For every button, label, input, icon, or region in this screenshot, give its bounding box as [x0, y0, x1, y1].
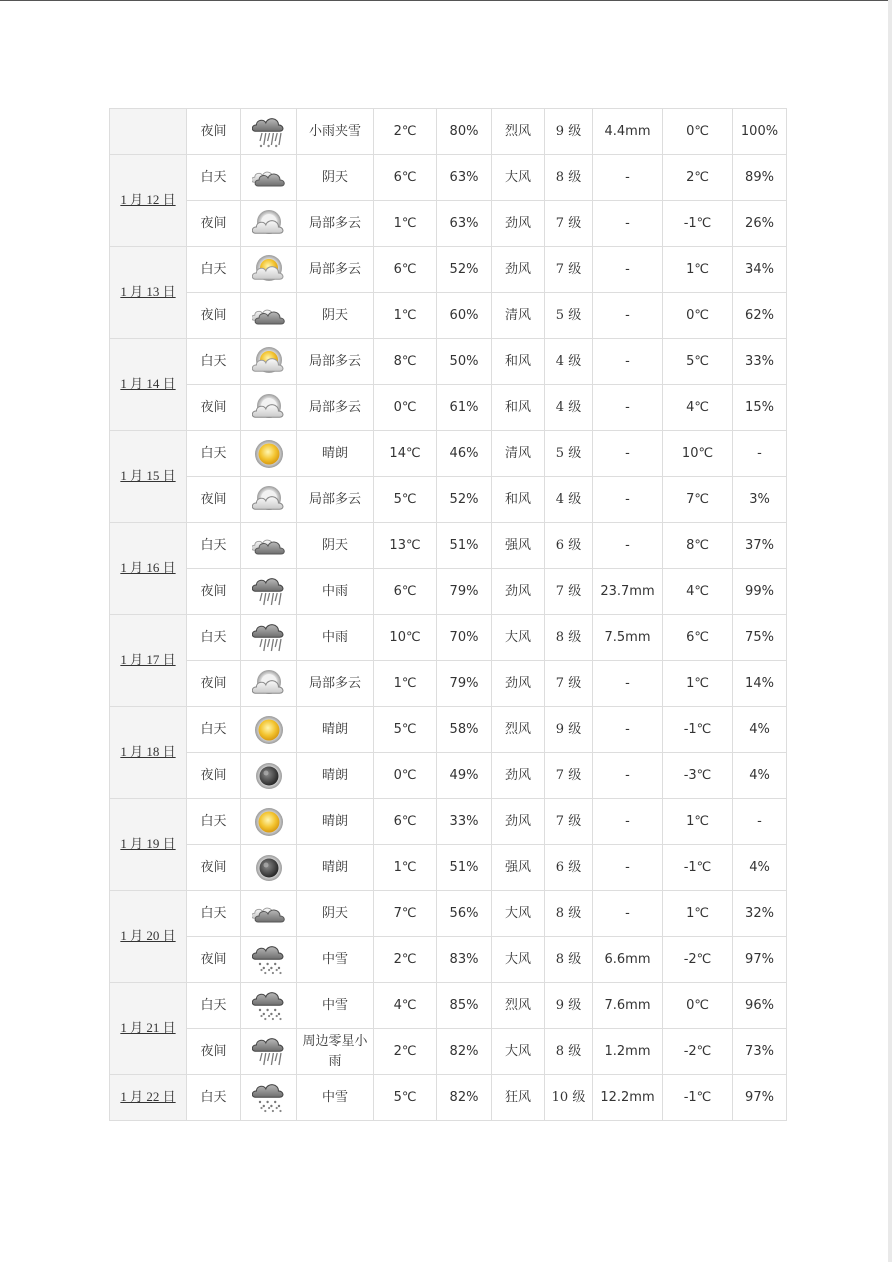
humidity-cell: 46%	[437, 431, 492, 477]
precipitation-cell: -	[593, 339, 663, 385]
wind-level-cell: 7 级	[545, 201, 593, 247]
wind-level-cell: 5 级	[545, 431, 593, 477]
humidity-cell: 58%	[437, 707, 492, 753]
weather-icon-cell	[241, 891, 297, 937]
precipitation-cell: -	[593, 845, 663, 891]
feels-like-cell: -1℃	[663, 201, 733, 247]
humidity-cell: 82%	[437, 1075, 492, 1121]
condition-cell: 局部多云	[297, 385, 374, 431]
temperature-cell: 6℃	[374, 569, 437, 615]
feels-like-cell: 4℃	[663, 569, 733, 615]
wind-level-cell: 4 级	[545, 477, 593, 523]
table-row	[110, 569, 787, 615]
feels-like-cell: -2℃	[663, 937, 733, 983]
precipitation-cell: -	[593, 155, 663, 201]
temperature-cell: 1℃	[374, 661, 437, 707]
feels-like-cell: 6℃	[663, 615, 733, 661]
wind-cell: 强风	[492, 523, 545, 569]
weather-icon-cell	[241, 247, 297, 293]
humidity-cell: 61%	[437, 385, 492, 431]
wind-cell: 和风	[492, 339, 545, 385]
temperature-cell: 1℃	[374, 293, 437, 339]
humidity-cell: 50%	[437, 339, 492, 385]
wind-cell: 大风	[492, 891, 545, 937]
period-cell: 夜间	[187, 937, 241, 983]
date-cell	[110, 247, 187, 339]
wind-level-cell: 10 级	[545, 1075, 593, 1121]
condition-cell: 晴朗	[297, 707, 374, 753]
wind-level-cell: 4 级	[545, 339, 593, 385]
date-link[interactable]: 1 月 15 日	[120, 468, 176, 483]
chance-cell: 32%	[733, 891, 787, 937]
date-cell	[110, 339, 187, 431]
weather-icon-cell	[241, 661, 297, 707]
weather-icon-cell	[241, 845, 297, 891]
wind-level-cell: 8 级	[545, 155, 593, 201]
table-row	[110, 247, 787, 293]
date-cell	[110, 1075, 187, 1121]
condition-cell: 阴天	[297, 293, 374, 339]
weather-icon-cell	[241, 385, 297, 431]
date-link[interactable]: 1 月 20 日	[120, 928, 176, 943]
wind-level-cell: 7 级	[545, 569, 593, 615]
period-cell: 夜间	[187, 201, 241, 247]
chance-cell: 4%	[733, 845, 787, 891]
humidity-cell: 70%	[437, 615, 492, 661]
table-row	[110, 845, 787, 891]
wind-level-cell: 9 级	[545, 983, 593, 1029]
weather-icon-cell	[241, 799, 297, 845]
temperature-cell: 13℃	[374, 523, 437, 569]
wind-level-cell: 8 级	[545, 615, 593, 661]
wind-cell: 大风	[492, 155, 545, 201]
period-cell: 白天	[187, 799, 241, 845]
table-row	[110, 661, 787, 707]
date-link[interactable]: 1 月 18 日	[120, 744, 176, 759]
period-cell: 夜间	[187, 477, 241, 523]
period-cell: 白天	[187, 155, 241, 201]
chance-cell: 96%	[733, 983, 787, 1029]
humidity-cell: 63%	[437, 201, 492, 247]
period-cell: 白天	[187, 431, 241, 477]
humidity-cell: 49%	[437, 753, 492, 799]
date-link[interactable]: 1 月 16 日	[120, 560, 176, 575]
temperature-cell: 5℃	[374, 477, 437, 523]
chance-cell: 26%	[733, 201, 787, 247]
wind-level-cell: 7 级	[545, 799, 593, 845]
temperature-cell: 4℃	[374, 983, 437, 1029]
humidity-cell: 82%	[437, 1029, 492, 1075]
wind-cell: 烈风	[492, 707, 545, 753]
wind-level-cell: 7 级	[545, 247, 593, 293]
temperature-cell: 6℃	[374, 799, 437, 845]
precipitation-cell: -	[593, 891, 663, 937]
temperature-cell: 7℃	[374, 891, 437, 937]
wind-cell: 烈风	[492, 109, 545, 155]
feels-like-cell: 2℃	[663, 155, 733, 201]
sunny-icon	[241, 437, 296, 471]
chance-cell: 4%	[733, 753, 787, 799]
condition-cell: 晴朗	[297, 753, 374, 799]
date-link[interactable]: 1 月 12 日	[120, 192, 176, 207]
humidity-cell: 56%	[437, 891, 492, 937]
wind-cell: 清风	[492, 431, 545, 477]
table-row	[110, 799, 787, 845]
wind-cell: 劲风	[492, 201, 545, 247]
table-row	[110, 155, 787, 201]
chance-cell: 3%	[733, 477, 787, 523]
rain-icon	[241, 621, 296, 655]
overcast-icon	[241, 299, 296, 333]
wind-cell: 劲风	[492, 661, 545, 707]
rain-icon	[241, 1035, 296, 1069]
chance-cell: 14%	[733, 661, 787, 707]
chance-cell: 33%	[733, 339, 787, 385]
temperature-cell: 1℃	[374, 201, 437, 247]
weather-forecast-table	[109, 108, 787, 1121]
chance-cell: 15%	[733, 385, 787, 431]
humidity-cell: 51%	[437, 845, 492, 891]
chance-cell: 97%	[733, 1075, 787, 1121]
chance-cell: 37%	[733, 523, 787, 569]
page-top-border	[0, 0, 892, 1]
precipitation-cell: -	[593, 293, 663, 339]
partly-cloudy-day-icon	[241, 345, 296, 379]
feels-like-cell: -1℃	[663, 845, 733, 891]
chance-cell: 62%	[733, 293, 787, 339]
temperature-cell: 5℃	[374, 1075, 437, 1121]
period-cell: 白天	[187, 707, 241, 753]
weather-icon-cell	[241, 569, 297, 615]
temperature-cell: 14℃	[374, 431, 437, 477]
temperature-cell: 0℃	[374, 753, 437, 799]
humidity-cell: 52%	[437, 247, 492, 293]
feels-like-cell: 4℃	[663, 385, 733, 431]
precipitation-cell: 12.2mm	[593, 1075, 663, 1121]
date-cell	[110, 707, 187, 799]
rain-icon	[241, 575, 296, 609]
table-row	[110, 431, 787, 477]
chance-cell: 89%	[733, 155, 787, 201]
humidity-cell: 79%	[437, 661, 492, 707]
table-row	[110, 109, 787, 155]
period-cell: 夜间	[187, 293, 241, 339]
condition-cell: 阴天	[297, 523, 374, 569]
feels-like-cell: 1℃	[663, 247, 733, 293]
wind-level-cell: 7 级	[545, 661, 593, 707]
precipitation-cell: -	[593, 431, 663, 477]
date-cell	[110, 523, 187, 615]
weather-icon-cell	[241, 523, 297, 569]
table-row	[110, 477, 787, 523]
date-link[interactable]: 1 月 13 日	[120, 284, 176, 299]
precipitation-cell: 6.6mm	[593, 937, 663, 983]
humidity-cell: 60%	[437, 293, 492, 339]
partly-cloudy-night-icon	[241, 667, 296, 701]
precipitation-cell: -	[593, 523, 663, 569]
wind-cell: 大风	[492, 937, 545, 983]
chance-cell: 75%	[733, 615, 787, 661]
chance-cell: 73%	[733, 1029, 787, 1075]
condition-cell: 局部多云	[297, 661, 374, 707]
snow-icon	[241, 943, 296, 977]
overcast-icon	[241, 897, 296, 931]
date-link[interactable]: 1 月 19 日	[120, 836, 176, 851]
table-row	[110, 1029, 787, 1075]
chance-cell: 4%	[733, 707, 787, 753]
precipitation-cell: 23.7mm	[593, 569, 663, 615]
wind-cell: 大风	[492, 1029, 545, 1075]
wind-level-cell: 6 级	[545, 845, 593, 891]
feels-like-cell: 0℃	[663, 983, 733, 1029]
weather-icon-cell	[241, 293, 297, 339]
date-cell	[110, 983, 187, 1075]
chance-cell: 99%	[733, 569, 787, 615]
feels-like-cell: -2℃	[663, 1029, 733, 1075]
weather-icon-cell	[241, 1075, 297, 1121]
precipitation-cell: -	[593, 661, 663, 707]
condition-cell: 晴朗	[297, 431, 374, 477]
weather-icon-cell	[241, 937, 297, 983]
table-row	[110, 339, 787, 385]
clear-night-icon	[241, 759, 296, 793]
condition-cell: 局部多云	[297, 477, 374, 523]
chance-cell: -	[733, 799, 787, 845]
sleet-icon	[241, 115, 296, 149]
snow-icon	[241, 1081, 296, 1115]
temperature-cell: 5℃	[374, 707, 437, 753]
chance-cell: -	[733, 431, 787, 477]
precipitation-cell: 4.4mm	[593, 109, 663, 155]
table-row	[110, 937, 787, 983]
humidity-cell: 52%	[437, 477, 492, 523]
period-cell: 夜间	[187, 845, 241, 891]
temperature-cell: 2℃	[374, 109, 437, 155]
date-cell	[110, 615, 187, 707]
feels-like-cell: -1℃	[663, 1075, 733, 1121]
weather-icon-cell	[241, 707, 297, 753]
wind-level-cell: 8 级	[545, 1029, 593, 1075]
table-row	[110, 385, 787, 431]
temperature-cell: 0℃	[374, 385, 437, 431]
wind-cell: 劲风	[492, 799, 545, 845]
feels-like-cell: 8℃	[663, 523, 733, 569]
wind-cell: 大风	[492, 615, 545, 661]
feels-like-cell: 0℃	[663, 293, 733, 339]
date-link[interactable]: 1 月 14 日	[120, 376, 176, 391]
humidity-cell: 63%	[437, 155, 492, 201]
sunny-icon	[241, 805, 296, 839]
wind-level-cell: 6 级	[545, 523, 593, 569]
precipitation-cell: 1.2mm	[593, 1029, 663, 1075]
humidity-cell: 80%	[437, 109, 492, 155]
condition-cell: 局部多云	[297, 339, 374, 385]
date-cell	[110, 155, 187, 247]
period-cell: 白天	[187, 247, 241, 293]
feels-like-cell: 10℃	[663, 431, 733, 477]
feels-like-cell: 1℃	[663, 799, 733, 845]
humidity-cell: 51%	[437, 523, 492, 569]
temperature-cell: 8℃	[374, 339, 437, 385]
feels-like-cell: -1℃	[663, 707, 733, 753]
weather-icon-cell	[241, 155, 297, 201]
overcast-icon	[241, 529, 296, 563]
precipitation-cell: -	[593, 385, 663, 431]
partly-cloudy-night-icon	[241, 391, 296, 425]
table-row	[110, 891, 787, 937]
overcast-icon	[241, 161, 296, 195]
period-cell: 白天	[187, 1075, 241, 1121]
table-row	[110, 201, 787, 247]
wind-level-cell: 9 级	[545, 707, 593, 753]
period-cell: 夜间	[187, 109, 241, 155]
weather-icon-cell	[241, 615, 297, 661]
table-row	[110, 753, 787, 799]
date-cell	[110, 891, 187, 983]
condition-cell: 晴朗	[297, 799, 374, 845]
feels-like-cell: 1℃	[663, 661, 733, 707]
chance-cell: 97%	[733, 937, 787, 983]
precipitation-cell: 7.5mm	[593, 615, 663, 661]
wind-cell: 强风	[492, 845, 545, 891]
table-row	[110, 983, 787, 1029]
precipitation-cell: -	[593, 247, 663, 293]
weather-table-body	[110, 109, 787, 1121]
table-row	[110, 707, 787, 753]
condition-cell: 中雨	[297, 569, 374, 615]
precipitation-cell: -	[593, 477, 663, 523]
weather-icon-cell	[241, 109, 297, 155]
precipitation-cell: -	[593, 201, 663, 247]
date-link[interactable]: 1 月 17 日	[120, 652, 176, 667]
partly-cloudy-night-icon	[241, 207, 296, 241]
feels-like-cell: 0℃	[663, 109, 733, 155]
period-cell: 夜间	[187, 1029, 241, 1075]
table-row	[110, 615, 787, 661]
wind-level-cell: 8 级	[545, 891, 593, 937]
period-cell: 白天	[187, 983, 241, 1029]
feels-like-cell: 7℃	[663, 477, 733, 523]
date-cell	[110, 431, 187, 523]
wind-level-cell: 8 级	[545, 937, 593, 983]
snow-icon	[241, 989, 296, 1023]
temperature-cell: 10℃	[374, 615, 437, 661]
feels-like-cell: 5℃	[663, 339, 733, 385]
wind-cell: 劲风	[492, 569, 545, 615]
precipitation-cell: 7.6mm	[593, 983, 663, 1029]
humidity-cell: 85%	[437, 983, 492, 1029]
humidity-cell: 79%	[437, 569, 492, 615]
wind-cell: 劲风	[492, 247, 545, 293]
wind-cell: 和风	[492, 385, 545, 431]
period-cell: 白天	[187, 891, 241, 937]
condition-cell: 周边零星小雨	[297, 1029, 374, 1075]
condition-cell: 局部多云	[297, 201, 374, 247]
date-cell	[110, 109, 187, 155]
table-row	[110, 1075, 787, 1121]
period-cell: 白天	[187, 339, 241, 385]
weather-icon-cell	[241, 201, 297, 247]
period-cell: 白天	[187, 615, 241, 661]
partly-cloudy-night-icon	[241, 483, 296, 517]
clear-night-icon	[241, 851, 296, 885]
weather-icon-cell	[241, 431, 297, 477]
condition-cell: 晴朗	[297, 845, 374, 891]
period-cell: 白天	[187, 523, 241, 569]
temperature-cell: 6℃	[374, 155, 437, 201]
humidity-cell: 83%	[437, 937, 492, 983]
wind-level-cell: 7 级	[545, 753, 593, 799]
condition-cell: 中雪	[297, 983, 374, 1029]
wind-level-cell: 4 级	[545, 385, 593, 431]
temperature-cell: 2℃	[374, 937, 437, 983]
weather-icon-cell	[241, 477, 297, 523]
temperature-cell: 6℃	[374, 247, 437, 293]
table-row	[110, 293, 787, 339]
feels-like-cell: 1℃	[663, 891, 733, 937]
period-cell: 夜间	[187, 753, 241, 799]
feels-like-cell: -3℃	[663, 753, 733, 799]
chance-cell: 100%	[733, 109, 787, 155]
sunny-icon	[241, 713, 296, 747]
wind-cell: 狂风	[492, 1075, 545, 1121]
weather-icon-cell	[241, 1029, 297, 1075]
period-cell: 夜间	[187, 661, 241, 707]
weather-icon-cell	[241, 983, 297, 1029]
table-row	[110, 523, 787, 569]
precipitation-cell: -	[593, 799, 663, 845]
wind-cell: 劲风	[492, 753, 545, 799]
temperature-cell: 1℃	[374, 845, 437, 891]
condition-cell: 中雪	[297, 937, 374, 983]
humidity-cell: 33%	[437, 799, 492, 845]
condition-cell: 局部多云	[297, 247, 374, 293]
page-right-edge	[888, 0, 892, 1262]
condition-cell: 阴天	[297, 155, 374, 201]
date-link[interactable]: 1 月 22 日	[120, 1089, 176, 1104]
precipitation-cell: -	[593, 753, 663, 799]
condition-cell: 阴天	[297, 891, 374, 937]
wind-cell: 清风	[492, 293, 545, 339]
condition-cell: 中雪	[297, 1075, 374, 1121]
date-cell	[110, 799, 187, 891]
weather-icon-cell	[241, 753, 297, 799]
wind-cell: 和风	[492, 477, 545, 523]
period-cell: 夜间	[187, 569, 241, 615]
wind-cell: 烈风	[492, 983, 545, 1029]
date-link[interactable]: 1 月 21 日	[120, 1020, 176, 1035]
period-cell: 夜间	[187, 385, 241, 431]
condition-cell: 小雨夹雪	[297, 109, 374, 155]
condition-cell: 中雨	[297, 615, 374, 661]
wind-level-cell: 5 级	[545, 293, 593, 339]
weather-icon-cell	[241, 339, 297, 385]
temperature-cell: 2℃	[374, 1029, 437, 1075]
chance-cell: 34%	[733, 247, 787, 293]
partly-cloudy-day-icon	[241, 253, 296, 287]
wind-level-cell: 9 级	[545, 109, 593, 155]
precipitation-cell: -	[593, 707, 663, 753]
